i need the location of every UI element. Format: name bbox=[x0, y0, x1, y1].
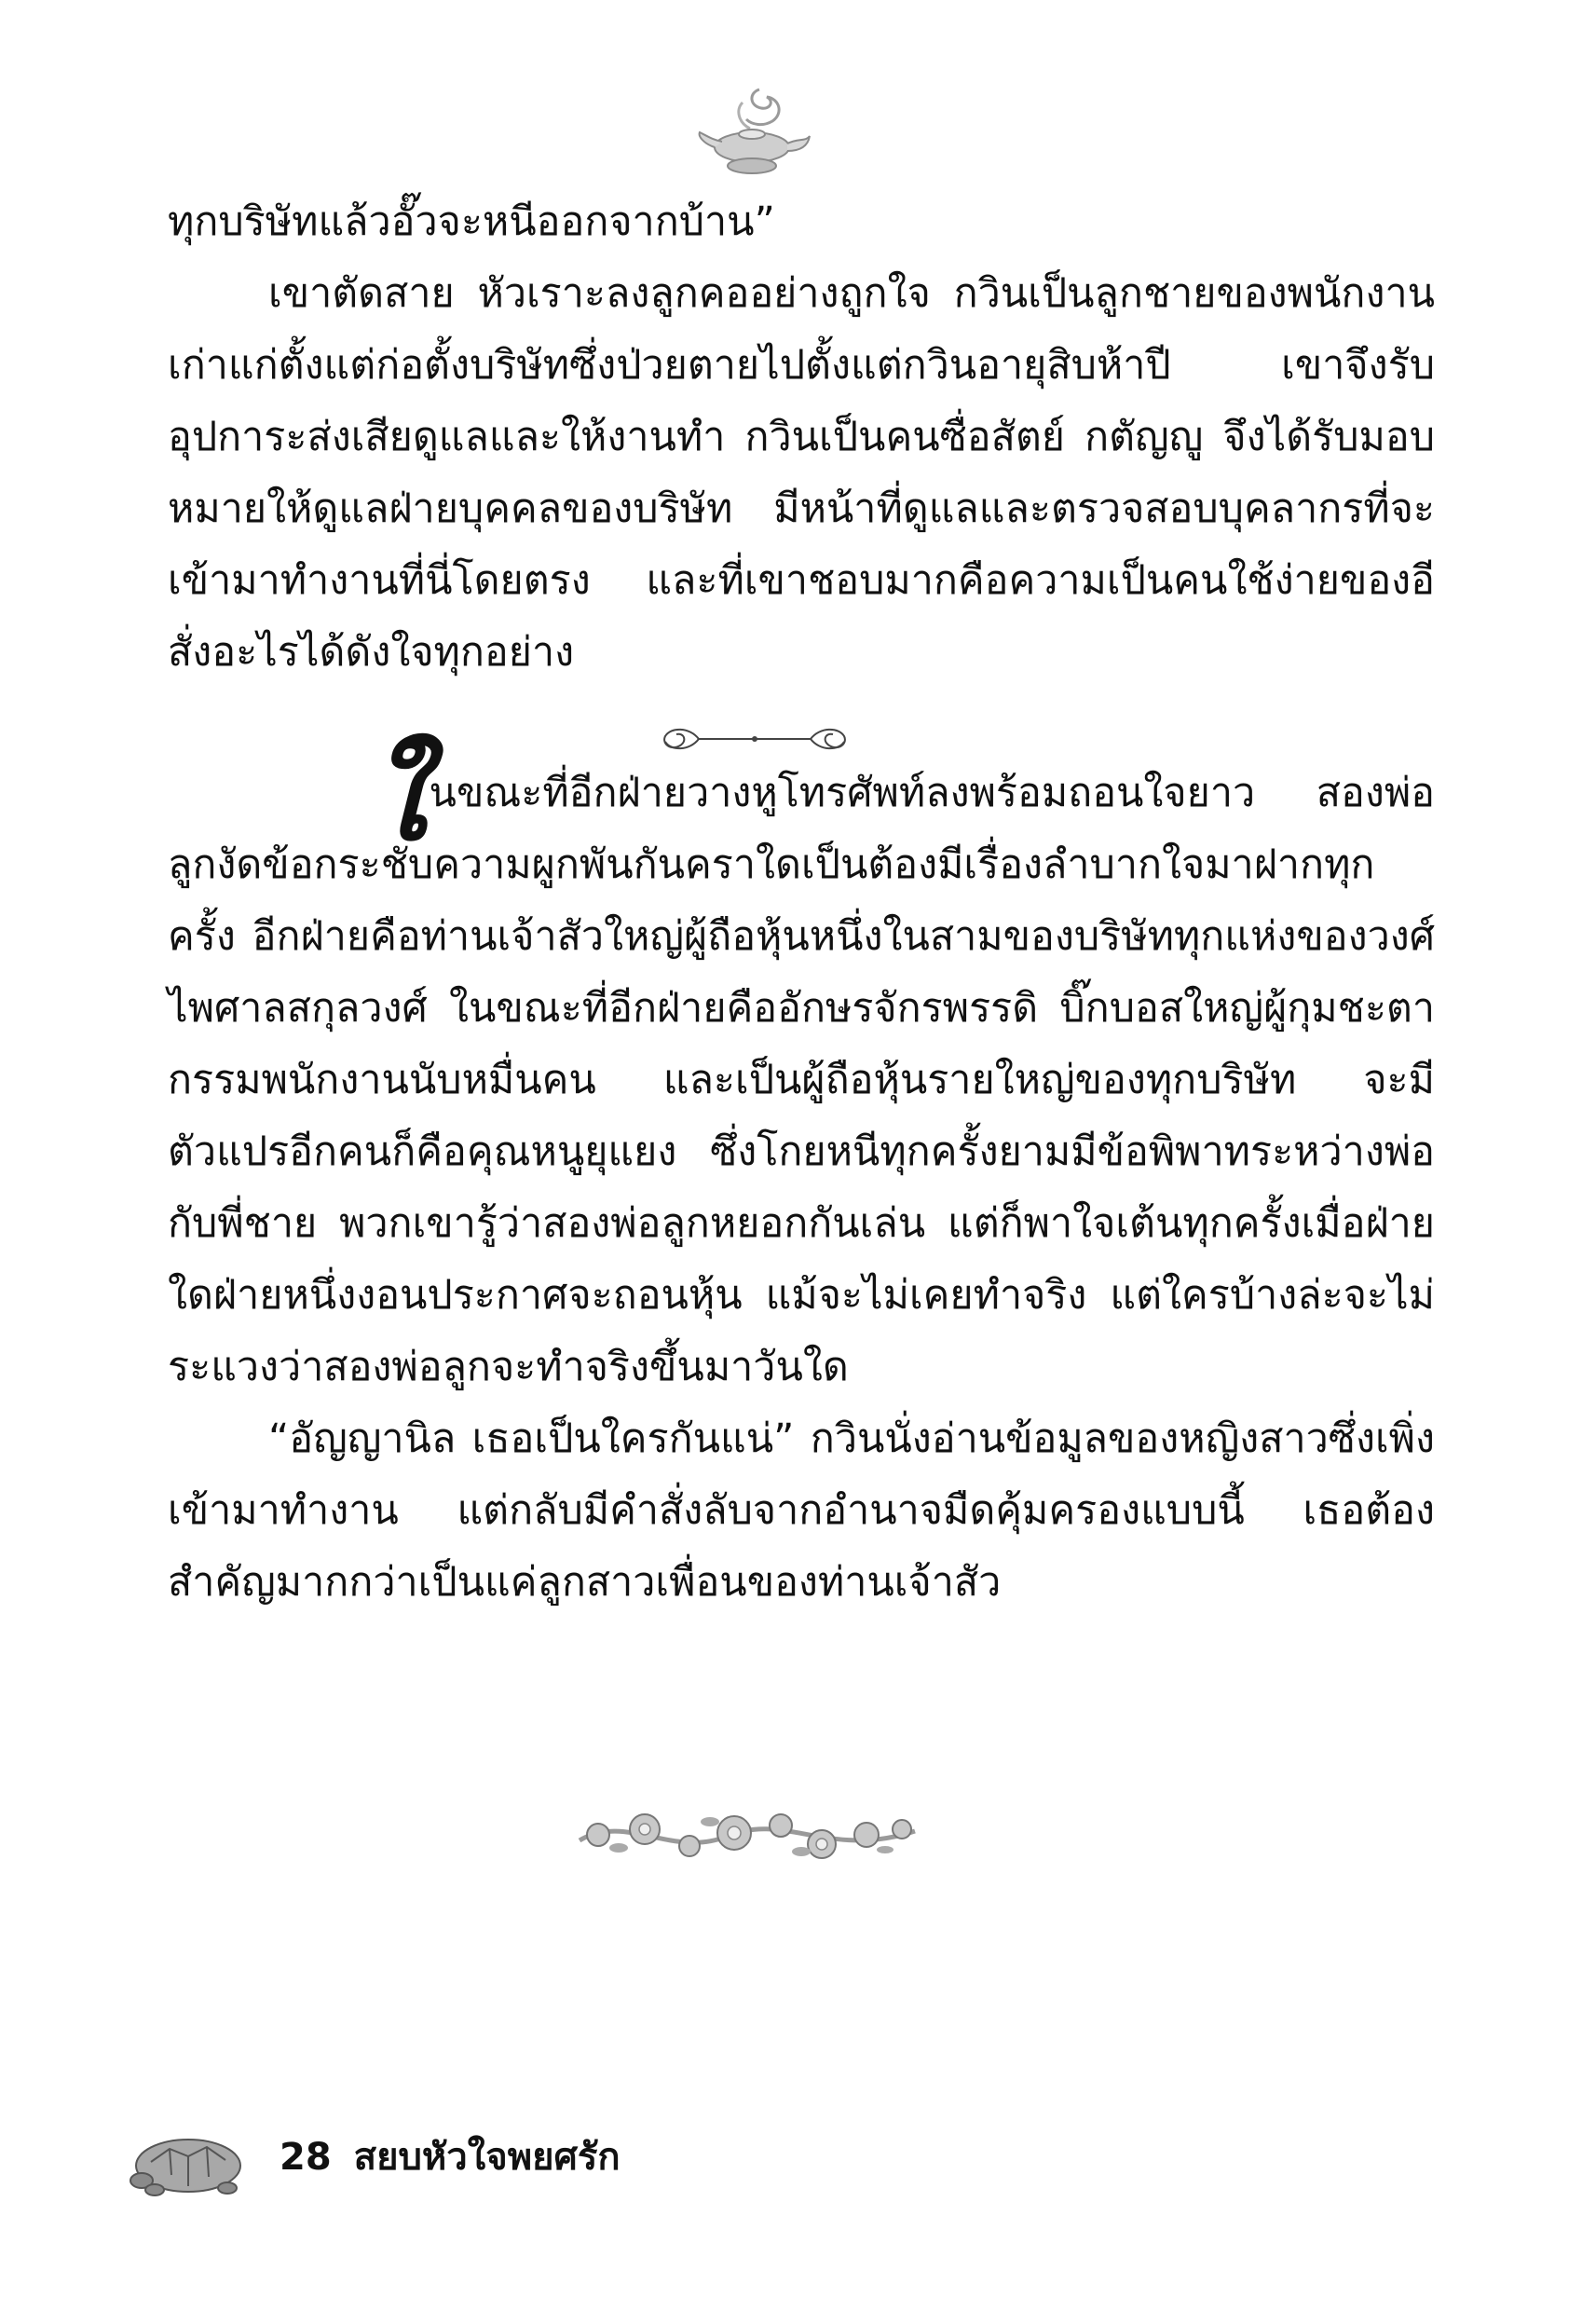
text-section-1 bbox=[168, 186, 1435, 689]
page-number: 28 bbox=[280, 2136, 332, 2179]
flower-garland-icon bbox=[570, 1794, 924, 1878]
drop-cap: ใ bbox=[369, 732, 426, 867]
paragraph: ทุกบริษัทแล้วอั๊วจะหนีออกจากบ้าน” bbox=[168, 198, 775, 245]
flourish-divider-icon bbox=[652, 716, 857, 762]
paragraph-text: นขณะที่อีกฝ่ายวางหูโทรศัพท์ลงพร้อมถอนใจยาว สองพ่อลูกงัดข้อกระชับความผูกพันกันคราใดเป็นต้องมีเรื่องลำบากใจมาฝากทุกครั้ง อีกฝ่ายคือท่านเจ้าสัวใหญ่ผู้ถือหุ้นหนึ่งในสามของบริษัททุกแห่งของวงศ์ไพศาลสกุลวงศ์ ในขณะที่อีกฝ่ายคืออักษรจักรพรรดิ บิ๊กบอสใหญ่ผู้กุมชะตากรรมพนักงานนับหมื่นคน และเป็นผู้ถือหุ้นรายใหญ่ของทุกบริษัท จะมีตัวแปรอีกคนก็คือคุณหนูยุแยง ซึ่งโกยหนีทุกครั้งยามมีข้อพิพาทระหว่างพ่อกับพี่ชาย พวกเขารู้ว่าสองพ่อลูกหยอกกันเล่น แต่ก็พาใจเต้นทุกครั้งเมื่อฝ่ายใดฝ่ายหนึ่งงอนประกาศจะถอนหุ้น แม้จะไม่เคยทำจริง แต่ใครบ้างล่ะจะไม่ระแวงว่าสองพ่อลูกจะทำจริงขึ้นมาวันใด bbox=[168, 770, 1435, 1390]
text-section-2 bbox=[168, 732, 1435, 1619]
paragraph: เขาตัดสาย หัวเราะลงลูกคออย่างถูกใจ กวินเป็นลูกชายของพนักงานเก่าแก่ตั้งแต่ก่อตั้งบริษัทซึ่งป่วยตายไปตั้งแต่กวินอายุสิบห้าปี เขาจึงรับอุปการะส่งเสียดูแลและให้งานทำ กวินเป็นคนซื่อสัตย์ กตัญญู จึงได้รับมอบหมายให้ดูแลฝ่ายบุคคลของบริษัท มีหน้าที่ดูแลและตรวจสอบบุคลากรที่จะเข้ามาทำงานที่นี่โดยตรง และที่เขาชอบมากคือความเป็นคนใช้ง่ายของอี สั่งอะไรได้ดังใจทุกอย่าง bbox=[168, 270, 1435, 676]
book-title: สยบหัวใจพยศรัก bbox=[353, 2136, 621, 2179]
genie-lamp-icon bbox=[694, 82, 815, 185]
turtle-icon bbox=[123, 2108, 253, 2201]
paragraph: “อัญญานิล เธอเป็นใครกันแน่” กวินนั่งอ่านข้อมูลของหญิงสาวซึ่งเพิ่งเข้ามาทำงาน แต่กลับมีคำสั่งลับจากอำนาจมืดคุ้มครองแบบนี้ เธอต้องสำคัญมากกว่าเป็นแค่ลูกสาวเพื่อนของท่านเจ้าสัว bbox=[168, 1415, 1435, 1606]
page-footer bbox=[280, 2129, 621, 2185]
paragraph bbox=[168, 732, 1435, 1403]
